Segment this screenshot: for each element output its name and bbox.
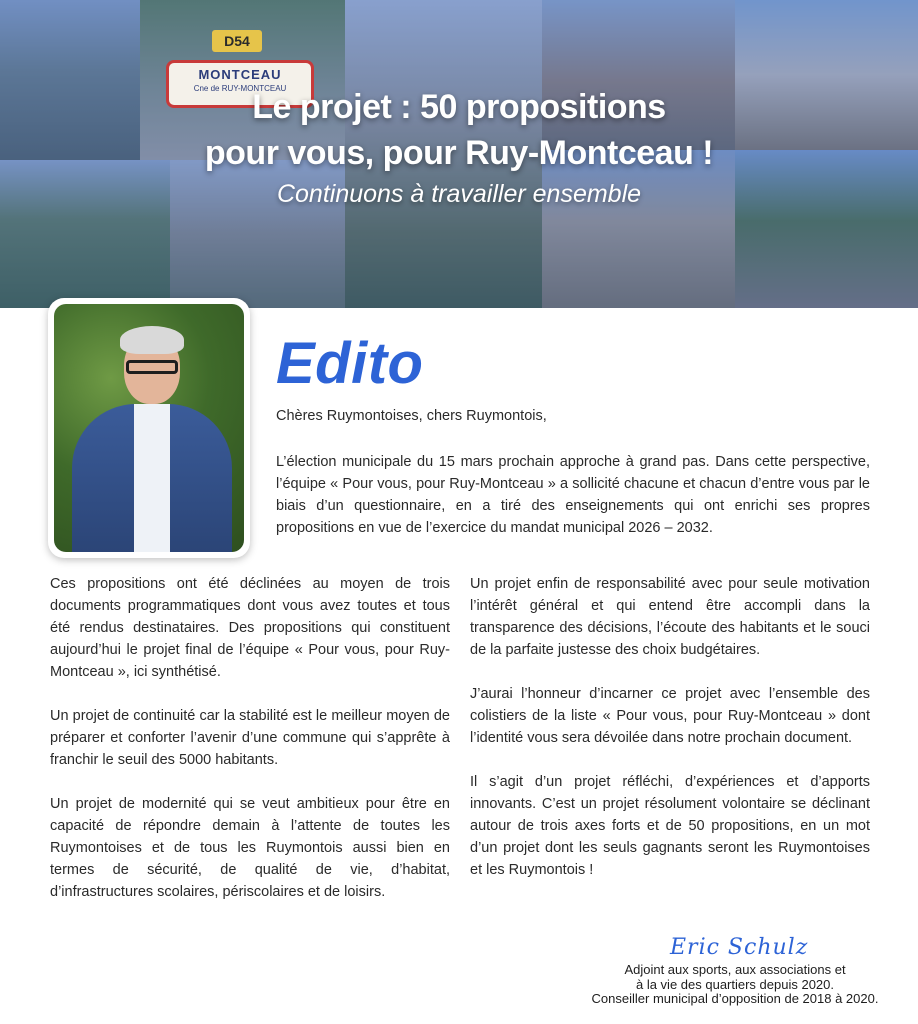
- edito-intro: L’élection municipale du 15 mars prochain approche à grand pas. Dans cette perspective, l’équipe « Pour vous, pour Ruy-Montceau » a sollicité chacune et chacun d’entre vous par le biais d’un questionnaire, en a tiré des enseignements qui ont enrichi ses propres propositions en vue de l’exercice du mandat municipal 2026 – 2032.: [276, 454, 870, 536]
- paragraph-propositions: Ces propositions ont été déclinées au moyen de trois documents programmatiques dont vous avez toutes et tous été rendus destinataires. Des propositions qui constituent aujourd’hui le projet final de l’équipe « Pour vous, pour Ruy-Montceau », ici synthétisé.: [50, 576, 450, 680]
- text-column-left: [50, 573, 450, 925]
- portrait-frame: [48, 298, 250, 558]
- signature-role: [560, 963, 910, 1007]
- portrait-photo: [54, 304, 244, 552]
- edito-greeting: Chères Ruymontoises, chers Ruymontois,: [276, 408, 547, 424]
- sign-town-name: MONTCEAU: [198, 67, 282, 82]
- paragraph-modernity: Un projet de modernité qui se veut ambitieux pour être en capacité de répondre demain à l’attente de toutes les Ruymontoises et de tous les Ruymontois aussi bien en termes de sécurité, de qualité de vie, d’habitat, d’infrastructures scolaires, périscolaires et de loisirs.: [50, 796, 450, 900]
- collage-photo-house: [735, 0, 918, 150]
- sign-commune-name: Cne de RUY-MONTCEAU: [193, 84, 287, 93]
- banner-title-line2: pour vous, pour Ruy-Montceau !: [204, 134, 714, 172]
- role-line-1: Adjoint aux sports, aux associations et: [624, 962, 846, 977]
- portrait-glasses: [126, 360, 178, 374]
- banner-subtitle: Continuons à travailler ensemble: [276, 180, 642, 208]
- banner-title-line1: Le projet : 50 propositions: [252, 88, 666, 126]
- signature-name: Eric Schulz: [670, 935, 809, 960]
- text-column-right: [470, 573, 870, 903]
- portrait-shirt: [134, 404, 170, 552]
- paragraph-continuity: Un projet de continuité car la stabilité est le meilleur moyen de préparer et conforter l’avenir d’une commune qui s’apprête à franchir le seuil des 5000 habitants.: [50, 708, 450, 768]
- collage-photo-manor: [735, 150, 918, 308]
- role-line-3: Conseiller municipal d’opposition de 2018 à 2020.: [591, 991, 879, 1006]
- paragraph-conclusion: Il s’agit d’un projet réfléchi, d’expériences et d’apports innovants. C’est un projet résolument volontaire se déclinant autour de trois axes forts et de 50 propositions, en un mot d’un projet dont les seuls gagnants seront les Ruymontoises et les Ruymontois !: [470, 774, 870, 878]
- portrait-hair: [120, 326, 184, 354]
- collage-photo-building: [542, 150, 735, 308]
- paragraph-honour: J’aurai l’honneur d’incarner ce projet avec l’ensemble des colistiers de la liste « Pour vous, pour Ruy-Montceau » dont l’identité vous sera dévoilée dans notre prochain document.: [470, 686, 870, 746]
- collage-photo-school: [542, 0, 735, 150]
- header-banner: [0, 0, 918, 308]
- edito-title: Edito: [276, 331, 424, 396]
- paragraph-responsibility: Un projet enfin de responsabilité avec pour seule motivation l’intérêt général et qui entend être accompli dans la transparence des décisions, l’écoute des habitants et le souci de la parfaite justesse des choix budgétaires.: [470, 576, 870, 658]
- role-line-2: à la vie des quartiers depuis 2020.: [635, 976, 834, 992]
- road-number-plate: D54: [212, 30, 262, 52]
